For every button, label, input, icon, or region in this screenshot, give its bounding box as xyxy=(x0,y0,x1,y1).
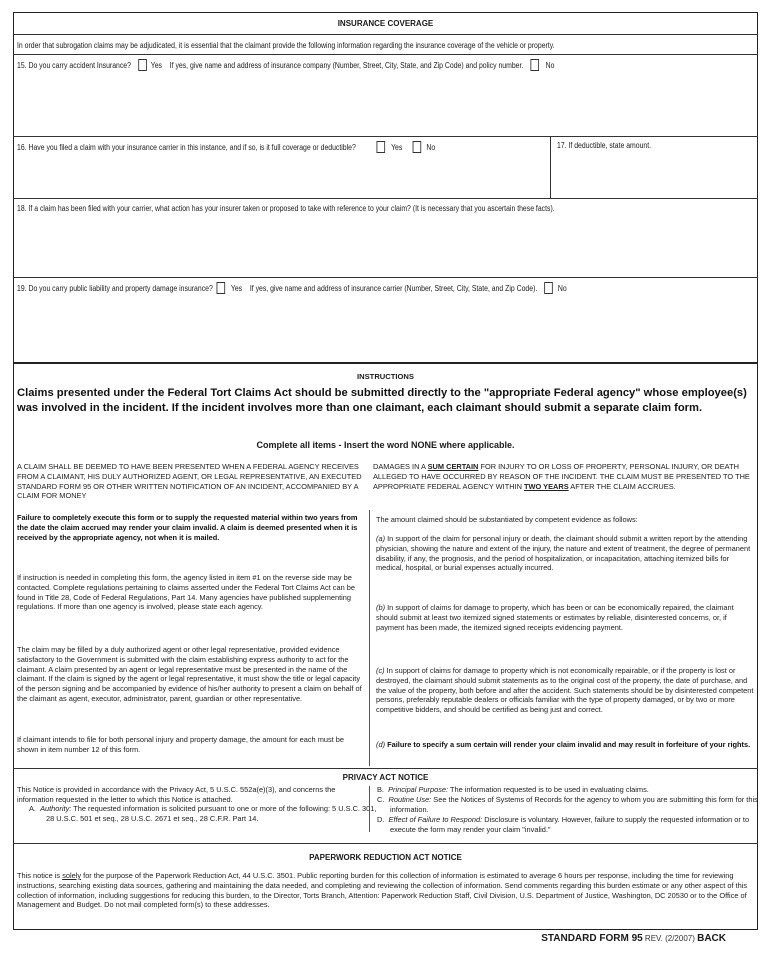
instructions-complete-all: Complete all items - Insert the word NONE where applicable. xyxy=(256,440,515,450)
claim-deemed-left: A CLAIM SHALL BE DEEMED TO HAVE BEEN PRESENTED WHEN A FEDERAL AGENCY RECEIVES FROM A CLAIMANT, HIS DULY AUTHORIZED AGENT, OR LEGAL REPRESENTATIVE, AN EXECUTED STANDARD FORM 95 OR OTHER WRITTEN NOTIFICATION OF AN INCIDENT, ACCOMPANIED BY A CLAIM FOR MONEY xyxy=(17,462,362,501)
q18-answer-field[interactable] xyxy=(17,220,755,274)
form-number: STANDARD FORM 95 xyxy=(541,933,643,944)
item-term: Principal Purpose: xyxy=(388,785,449,794)
item-letter: D. xyxy=(377,815,385,824)
privacy-item-c xyxy=(377,795,768,815)
deemed-right-text: AFTER THE CLAIM ACCRUES. xyxy=(568,481,676,491)
both-injury-property: If claimant intends to file for both personal injury and property damage, the amount for each must be shown in item number 12 of this form. xyxy=(17,735,345,754)
q16-yes-label: Yes xyxy=(391,142,403,152)
q15-no-label: No xyxy=(545,60,555,70)
item-text: The requested information is solicited pursuant to one or more of the following: 5 U.S.C. 301, 28 U.S.C. 501 et seq., 28 U.S.C. 2671 et seq., 28 C.F.R. Part 14. xyxy=(46,804,377,823)
item-letter: B. xyxy=(377,785,384,794)
item-text: The information requested is to be used in evaluating claims. xyxy=(448,785,649,794)
q19-no-label: No xyxy=(557,283,567,293)
item-letter: (b) xyxy=(376,603,386,612)
item-letter: (c) xyxy=(376,666,385,675)
item-text: Disclosure is voluntary. However, failure to supply the requested information or to execute the form may render your claim "invalid." xyxy=(390,815,750,834)
q16-no-label: No xyxy=(426,142,436,152)
q15-yes-checkbox[interactable] xyxy=(138,59,147,71)
evidence-a-text: In support of the claim for personal injury or death, the claimant should submit a written report by the attending physician, showing the nature and extent of the injury, the nature and extent of treatment, the degree of permanent disability, if any, the prognosis, and the period of hospitalization, or incapacitation, attaching itemized bills for medical, hospital, or burial expenses actually incurred. xyxy=(376,534,751,573)
two-years-emphasis: TWO YEARS xyxy=(524,481,569,491)
q15-no-checkbox[interactable] xyxy=(530,59,539,71)
question-15 xyxy=(17,59,757,135)
divider xyxy=(13,34,758,35)
item-term: Effect of Failure to Respond: xyxy=(388,815,483,824)
question-16 xyxy=(17,141,547,196)
solely-emphasis: solely xyxy=(62,871,82,880)
privacy-intro: This Notice is provided in accordance with the Privacy Act, 5 U.S.C. 552a(e)(3), and concerns the information requested in the letter to which this Notice is attached. xyxy=(17,785,336,804)
instruction-needed: If instruction is needed in completing this form, the agency listed in item #1 on the reverse side may be contacted. Complete regulations pertaining to claims asserted under the Federal Tort Claims Act can be found in Title 28, Code of Federal Regulations, Part 14. Many agencies have published supplementing regulations. If more than one agency is involved, please state each agency. xyxy=(17,573,355,612)
q19-no-checkbox[interactable] xyxy=(544,282,553,294)
q19-yes-label: Yes xyxy=(230,283,243,293)
item-letter: C. xyxy=(377,795,385,804)
evidence-b-text: In support of claims for damage to property, which has been or can be economically repaired, the claimant should submit at least two itemized signed statements or estimates by reliable, disinterested concerns, or, if payment has been made, the itemized signed receipts evidencing payment. xyxy=(376,603,734,632)
deemed-right-text: FOR INJURY TO OR LOSS OF PROPERTY, PERSONAL INJURY, OR DEATH ALLEGED TO HAVE OCCURRED BY REASON OF THE INCIDENT. THE CLAIM MUST BE PRESENTED TO THE APPROPRIATE FEDERAL AGENCY WITHIN xyxy=(373,462,750,491)
section-divider xyxy=(13,768,758,769)
divider xyxy=(13,136,758,137)
evidence-d xyxy=(376,740,754,750)
divider xyxy=(13,277,758,278)
q16-label: 16. Have you filed a claim with your insurance carrier in this instance, and if so, is it full coverage or deductible? xyxy=(17,142,356,152)
q16-no-checkbox[interactable] xyxy=(413,141,422,153)
form-footer xyxy=(541,933,726,944)
insurance-coverage-title: INSURANCE COVERAGE xyxy=(337,19,434,28)
item-term: Authority: xyxy=(40,804,72,813)
instructions-title: INSTRUCTIONS xyxy=(357,372,414,381)
claim-deemed-right xyxy=(373,462,757,491)
agent-representative: The claim may be filled by a duly authorized agent or other legal representative, provided evidence satisfactory to the Government is submitted with the claim establishing express authority to act for the claimant. A claim presented by an agent or legal representative must be presented in the name of the claimant. If the claim is signed by the agent or legal representative, it must show the title or legal capacity of the person signing and be accompanied by evidence of his/her authority to present a claim on behalf of the claimant as agent, executor, administrator, parent, guardian or other representative. xyxy=(17,645,362,703)
q19-detail: If yes, give name and address of insurance carrier (Number, Street, City, State, and Zip Code). xyxy=(249,283,538,293)
deemed-right-text: DAMAGES IN A xyxy=(373,462,428,471)
paperwork-act-title: PAPERWORK REDUCTION ACT NOTICE xyxy=(309,853,462,862)
evidence-d-text: Failure to specify a sum certain will render your claim invalid and may result in forfeiture of your rights. xyxy=(385,740,751,749)
item-letter: A. xyxy=(29,804,36,813)
question-17 xyxy=(557,141,755,196)
privacy-item-d xyxy=(377,815,768,835)
divider xyxy=(13,198,758,199)
evidence-c xyxy=(376,666,754,715)
q15-label: 15. Do you carry accident Insurance? xyxy=(17,60,131,70)
paperwork-text-part: for the purpose of the Paperwork Reduction Act, 44 U.S.C. 3501. Public reporting burden for this collection of information is estimated to average 6 hours per response, including the time for reviewing instructions, searching existing data sources, gathering and maintaining the data needed, and completing and reviewing the collection of information. Send comments regarding this burden estimate or any other aspect of this collection of information, including suggestions for reducing this burden, to the Director, Torts Branch, Attention: Paperwork Reduction Staff, Civil Division, U.S. Department of Justice, Washington, DC 20530 or to the Office of Management and Budget. Do not mail completed form(s) to these addresses. xyxy=(17,871,748,910)
failure-notice-text: Failure to completely execute this form or to supply the requested material within two years from the date the claim accrued may render your claim invalid. A claim is deemed presented when it is received by the appropriate agency, not when it is mailed. xyxy=(17,513,358,542)
evidence-b xyxy=(376,603,754,632)
column-divider xyxy=(369,510,370,766)
paperwork-text xyxy=(17,871,755,910)
evidence-a xyxy=(376,534,754,573)
item-text: See the Notices of Systems of Records for the agency to whom you are submitting this form for this information. xyxy=(390,795,758,814)
column-divider xyxy=(369,786,370,832)
q15-yes-label: Yes xyxy=(150,60,162,70)
section-divider xyxy=(13,843,758,844)
sum-certain-emphasis: SUM CERTAIN xyxy=(427,462,479,471)
q16-answer-field[interactable] xyxy=(17,157,547,197)
privacy-act-title: PRIVACY ACT NOTICE xyxy=(342,773,429,782)
q18-label: 18. If a claim has been filed with your carrier, what action has your insurer taken or proposed to take with reference to your claim? (It is necessary that you ascertain these facts). xyxy=(17,204,555,213)
question-19 xyxy=(17,282,757,362)
privacy-item-b xyxy=(377,785,768,795)
item-letter: (a) xyxy=(376,534,386,543)
q19-yes-checkbox[interactable] xyxy=(216,282,225,294)
paperwork-text-part: This notice is xyxy=(17,871,63,880)
insurance-intro: In order that subrogation claims may be adjudicated, it is essential that the claimant provide the following information regarding the insurance coverage of the vehicle or property. xyxy=(17,41,555,50)
failure-notice xyxy=(17,513,365,542)
divider xyxy=(13,54,758,55)
q17-amount-field[interactable] xyxy=(557,157,753,197)
q19-answer-field[interactable] xyxy=(17,298,755,360)
q15-answer-field[interactable] xyxy=(17,75,755,133)
instructions-lead: Claims presented under the Federal Tort Claims Act should be submitted directly to the "appropriate Federal agency" whose employee(s) was involved in the incident. If the incident involves more than one claimant, each claimant should submit a separate claim form. xyxy=(17,387,747,414)
question-18 xyxy=(17,204,757,274)
q15-detail: If yes, give name and address of insurance company (Number, Street, City, State, and Zip Code) and policy number. xyxy=(169,60,524,70)
evidence-c-text: In support of claims for damage to property which is not economically repairable, or if the property is lost or destroyed, the claimant should submit statements as to the original cost of the property, the date of purchase, and the value of the property, both before and after the accident. Such statements should be by disinterested competent persons, preferably reputable dealers or officials familiar with the type of property damaged, or by two or more competitive bidders, and should be certified as being just and correct. xyxy=(376,666,754,715)
q19-label: 19. Do you carry public liability and property damage insurance? xyxy=(17,283,213,293)
form-revision: REV. (2/2007) xyxy=(642,934,698,943)
q17-label: 17. If deductible, state amount. xyxy=(557,141,652,150)
amount-claimed: The amount claimed should be substantiated by competent evidence as follows: xyxy=(376,515,638,524)
section-divider xyxy=(13,362,758,364)
form-side: BACK xyxy=(697,933,726,944)
q16-yes-checkbox[interactable] xyxy=(376,141,385,153)
privacy-item-a xyxy=(29,804,386,824)
item-letter: (d) xyxy=(376,740,386,749)
item-term: Routine Use: xyxy=(388,795,432,804)
divider xyxy=(550,136,551,198)
